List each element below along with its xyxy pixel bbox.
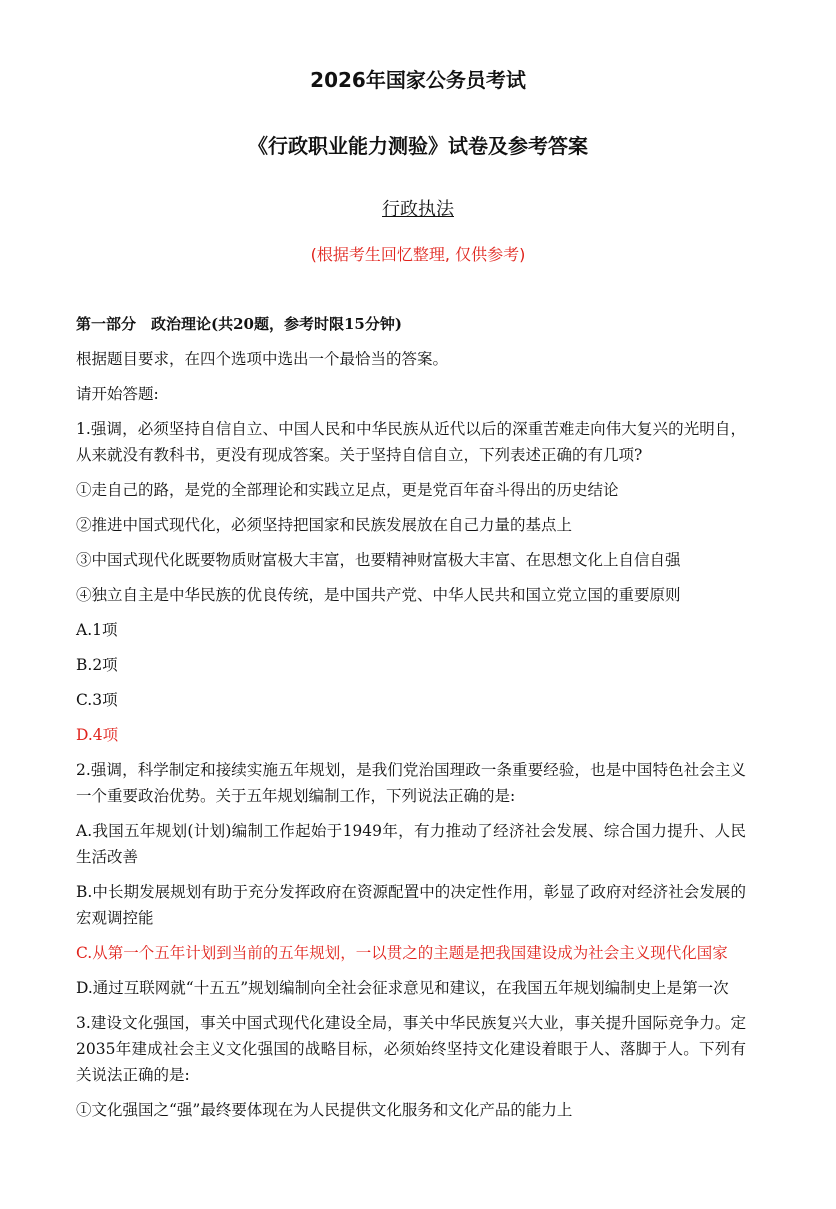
exam-category: 行政执法 bbox=[382, 199, 454, 220]
section-heading: 第一部分 政治理论(共20题，参考时限15分钟) bbox=[76, 315, 402, 333]
question-2-option-d: D.通过互联网就“十五五”规划编制向全社会征求意见和建议，在我国五年规划编制史上是第一次 bbox=[76, 979, 729, 997]
disclaimer-note: (根据考生回忆整理, 仅供参考) bbox=[310, 245, 526, 264]
question-2-stem: 2.强调，科学制定和接续实施五年规划，是我们党治国理政一条重要经验，也是中国特色社会主义一个重要政治优势。关于五年规划编制工作，下列说法正确的是: bbox=[76, 761, 746, 805]
question-1-option-a: A.1项 bbox=[76, 621, 118, 639]
question-3-statement-1: ①文化强国之“强”最终要体现在为人民提供文化服务和文化产品的能力上 bbox=[76, 1101, 573, 1119]
question-1-statement-2: ②推进中国式现代化，必须坚持把国家和民族发展放在自己力量的基点上 bbox=[76, 516, 573, 534]
question-3-stem: 3.建设文化强国，事关中国式现代化建设全局，事关中华民族复兴大业，事关提升国际竞争力。定2035年建成社会主义文化强国的战略目标，必须始终坚持文化建设着眼于人、落脚于人。下列有关说法正确的是: bbox=[76, 1014, 746, 1084]
start-prompt: 请开始答题: bbox=[76, 385, 159, 403]
question-1-option-d-answer: D.4项 bbox=[76, 726, 119, 744]
question-2-option-b: B.中长期发展规划有助于充分发挥政府在资源配置中的决定性作用，彰显了政府对经济社会发展的宏观调控能 bbox=[76, 883, 746, 927]
section-instruction: 根据题目要求，在四个选项中选出一个最恰当的答案。 bbox=[76, 350, 449, 368]
question-1-statement-4: ④独立自主是中华民族的优良传统，是中国共产党、中华人民共和国立党立国的重要原则 bbox=[76, 586, 681, 604]
question-1-stem: 1.强调，必须坚持自信自立、中国人民和中华民族从近代以后的深重苦难走向伟大复兴的光明自，从来就没有教科书，更没有现成答案。关于坚持自信自立，下列表述正确的有几项? bbox=[76, 420, 746, 464]
question-1-option-c: C.3项 bbox=[76, 691, 118, 709]
question-1-statement-1: ①走自己的路，是党的全部理论和实践立足点，更是党百年奋斗得出的历史结论 bbox=[76, 481, 619, 499]
document-title: 2026年国家公务员考试 bbox=[310, 68, 526, 92]
question-2-option-a: A.我国五年规划(计划)编制工作起始于1949年，有力推动了经济社会发展、综合国力提升、人民生活改善 bbox=[76, 822, 746, 866]
question-1-option-b: B.2项 bbox=[76, 656, 118, 674]
question-1-statement-3: ③中国式现代化既要物质财富极大丰富，也要精神财富极大丰富、在思想文化上自信自强 bbox=[76, 551, 681, 569]
document-subtitle: 《行政职业能力测验》试卷及参考答案 bbox=[248, 134, 588, 158]
question-content bbox=[76, 311, 746, 1132]
question-2-option-c-answer: C.从第一个五年计划到当前的五年规划，一以贯之的主题是把我国建设成为社会主义现代化国家 bbox=[76, 944, 728, 962]
